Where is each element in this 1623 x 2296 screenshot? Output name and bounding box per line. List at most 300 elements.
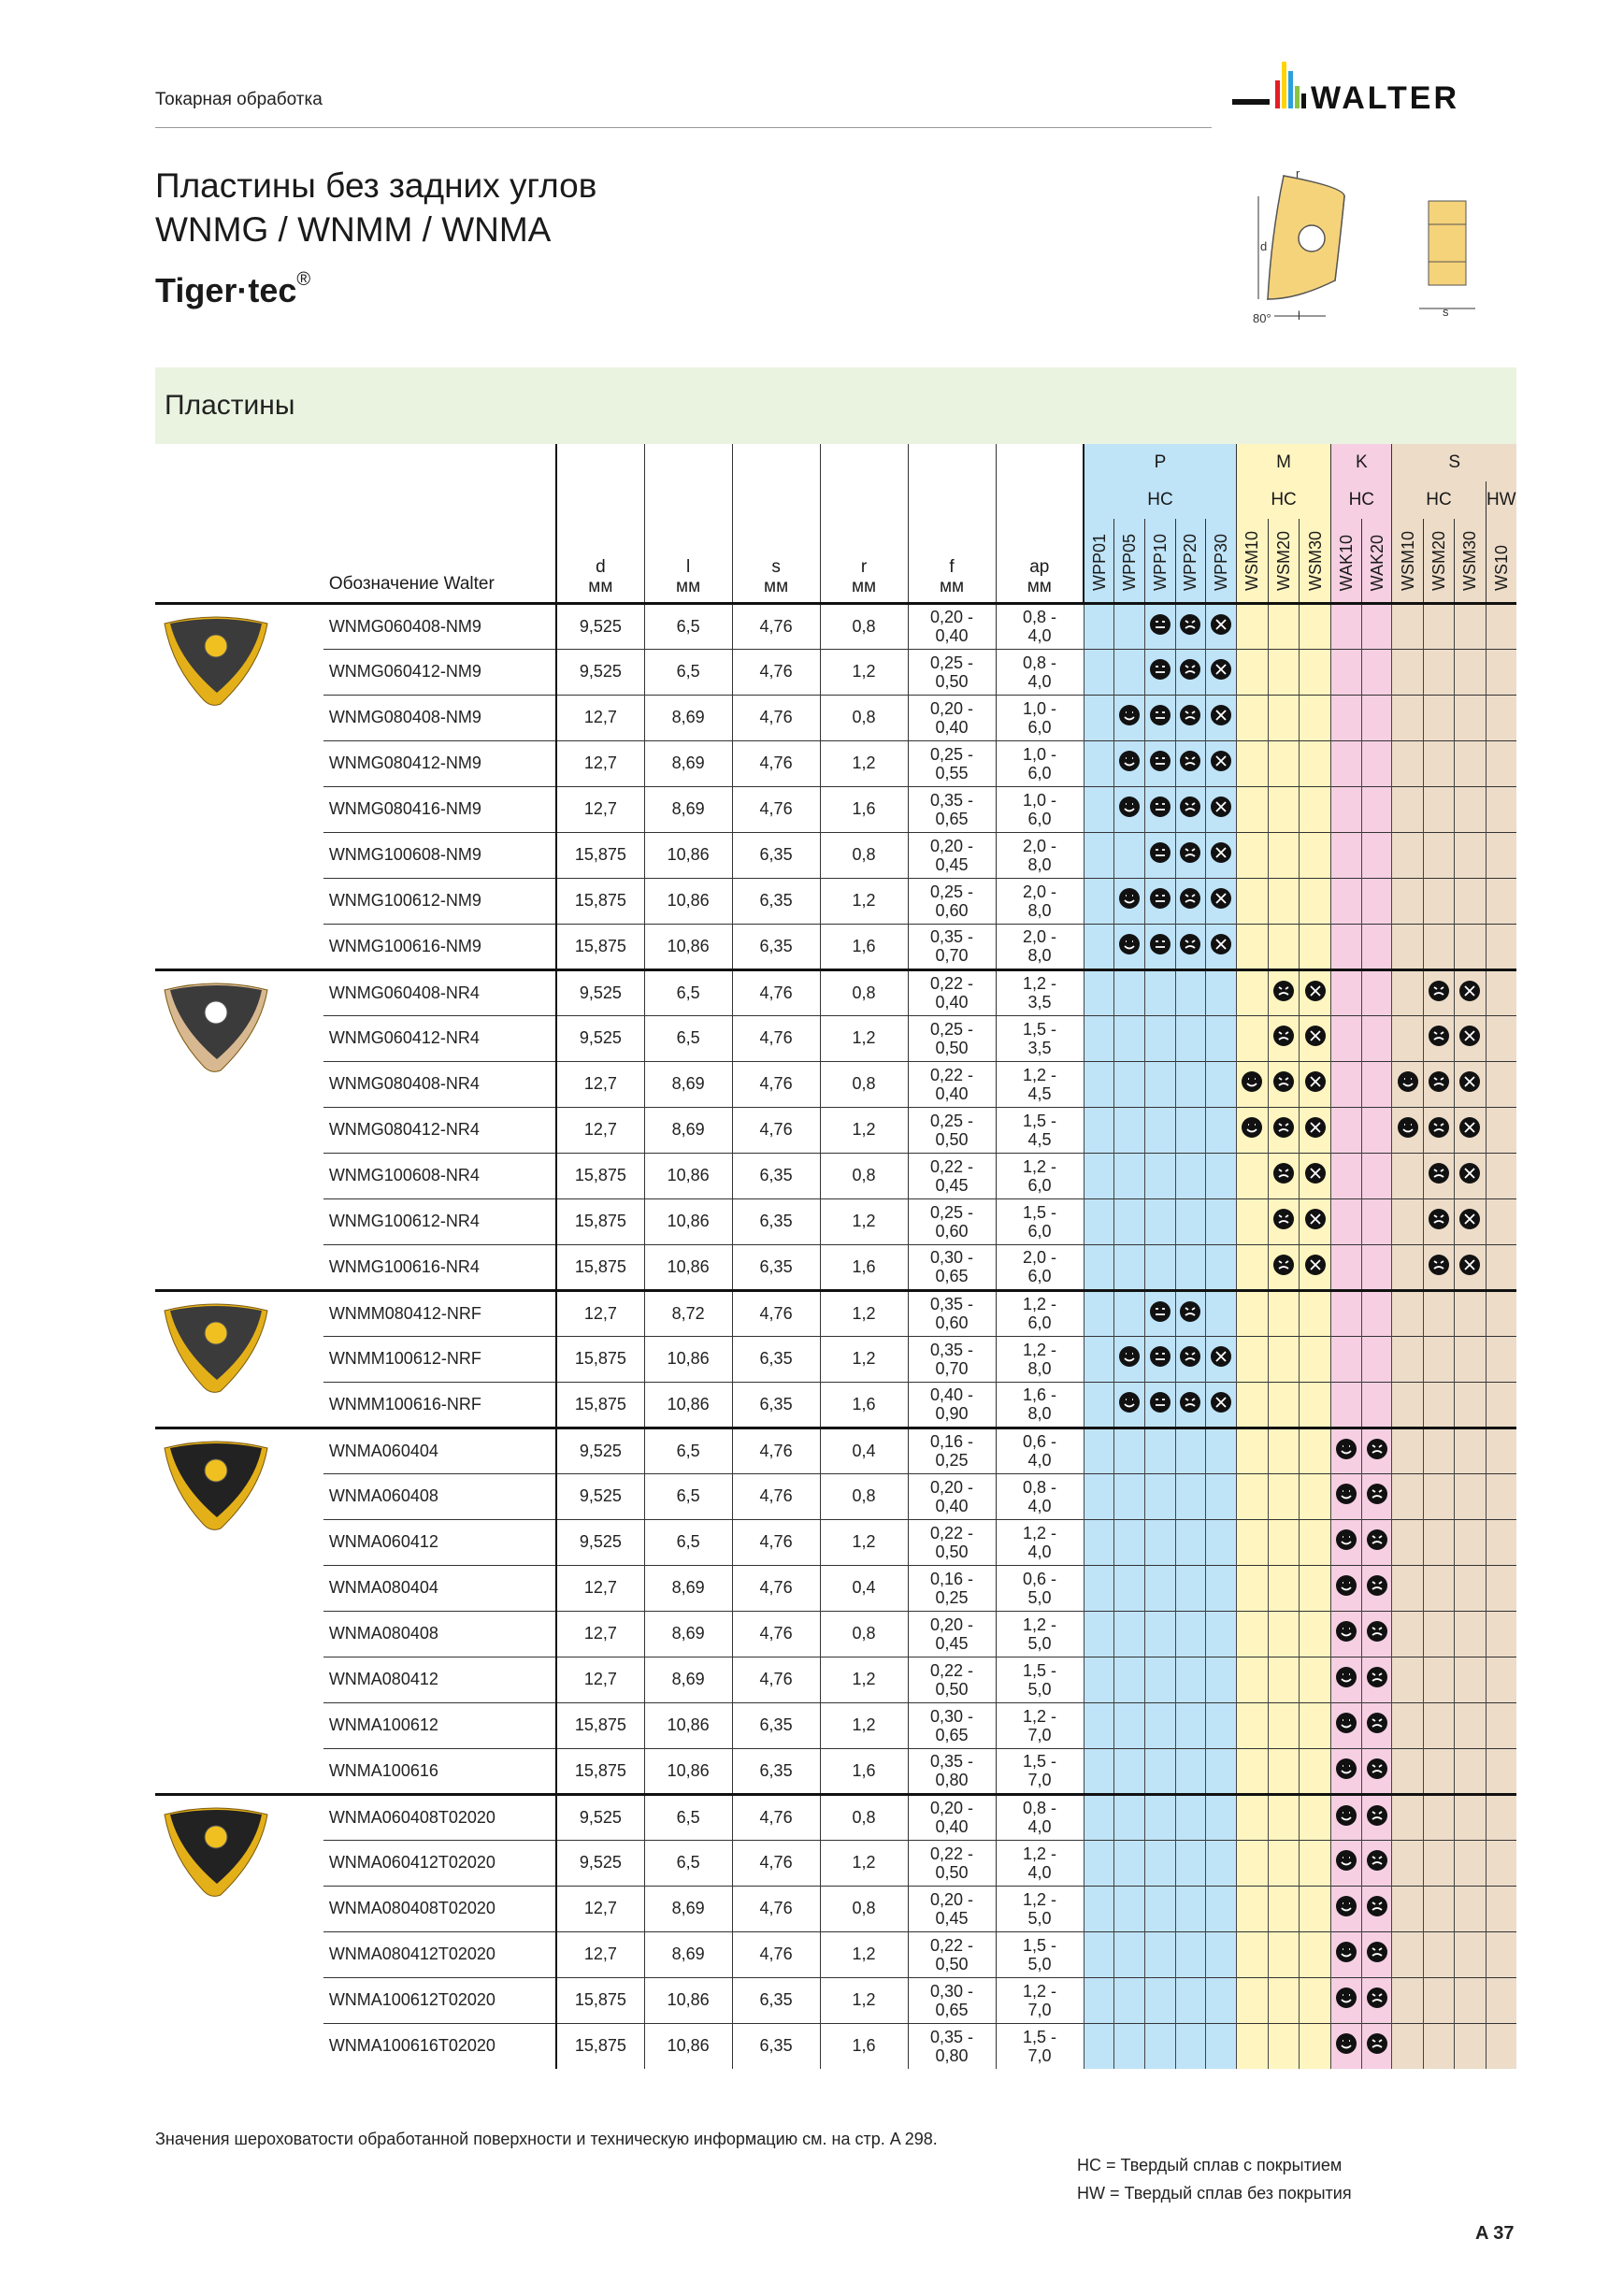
grade-cell bbox=[1144, 1473, 1175, 1519]
insert-photo-icon bbox=[155, 977, 277, 1080]
d-cell: 12,7 bbox=[556, 1061, 644, 1107]
grade-cell bbox=[1454, 1794, 1486, 1840]
grade-label: WSM10 bbox=[1242, 531, 1262, 592]
bad-condition-icon bbox=[1209, 795, 1233, 819]
grade-cell bbox=[1392, 1977, 1424, 2023]
grade-cell bbox=[1361, 695, 1392, 740]
grade-cell bbox=[1424, 1428, 1455, 1473]
grade-cell bbox=[1206, 695, 1237, 740]
grade-cell bbox=[1144, 1198, 1175, 1244]
ap-min: 1,5 - bbox=[1023, 2027, 1057, 2046]
grade-cell bbox=[1392, 878, 1424, 924]
group-s-sub2: HW bbox=[1486, 481, 1516, 519]
r-cell: 1,6 bbox=[820, 2023, 908, 2069]
grade-cell bbox=[1268, 1015, 1300, 1061]
normal-condition-icon bbox=[1148, 795, 1172, 819]
grade-cell bbox=[1175, 1931, 1206, 1977]
normal-condition-icon bbox=[1148, 1390, 1172, 1414]
ap-max: 7,0 bbox=[1027, 2000, 1052, 2019]
grade-cell bbox=[1361, 1702, 1392, 1748]
grade-cell bbox=[1114, 1977, 1145, 2023]
grade-cell bbox=[1454, 1931, 1486, 1977]
grade-header bbox=[1206, 519, 1237, 603]
r-cell: 1,6 bbox=[820, 924, 908, 969]
d-cell: 15,875 bbox=[556, 924, 644, 969]
designation-cell: WNMA080408 bbox=[323, 1611, 556, 1657]
f-cell bbox=[908, 1840, 996, 1886]
difficult-condition-icon bbox=[1427, 1253, 1451, 1277]
grade-cell bbox=[1175, 786, 1206, 832]
difficult-condition-icon bbox=[1271, 1161, 1296, 1185]
grade-header bbox=[1144, 519, 1175, 603]
good-condition-icon bbox=[1334, 1848, 1358, 1873]
difficult-condition-icon bbox=[1427, 1207, 1451, 1231]
f-cell bbox=[908, 1107, 996, 1153]
good-condition-icon bbox=[1117, 703, 1142, 727]
f-cell bbox=[908, 1702, 996, 1748]
grade-cell bbox=[1237, 786, 1269, 832]
bad-condition-icon bbox=[1458, 1207, 1482, 1231]
f-min: 0,22 - bbox=[930, 1935, 974, 1955]
grade-cell bbox=[1361, 1748, 1392, 1794]
grade-cell bbox=[1206, 1748, 1237, 1794]
grade-cell bbox=[1268, 1886, 1300, 1931]
grade-cell bbox=[1114, 1015, 1145, 1061]
grade-cell bbox=[1268, 1519, 1300, 1565]
s-cell: 4,76 bbox=[732, 786, 820, 832]
bad-condition-icon bbox=[1303, 979, 1328, 1003]
f-max: 0,65 bbox=[935, 1725, 969, 1744]
grade-cell bbox=[1237, 649, 1269, 695]
grade-cell bbox=[1084, 1886, 1114, 1931]
grade-cell bbox=[1114, 969, 1145, 1015]
ap-cell bbox=[996, 1336, 1084, 1382]
grade-cell bbox=[1486, 1428, 1516, 1473]
f-min: 0,35 - bbox=[930, 2027, 974, 2046]
col-l-header: l мм bbox=[644, 444, 732, 603]
grade-cell bbox=[1300, 969, 1331, 1015]
grade-cell bbox=[1486, 832, 1516, 878]
grade-cell bbox=[1424, 1931, 1455, 1977]
grade-cell bbox=[1300, 603, 1331, 649]
grade-cell bbox=[1424, 1702, 1455, 1748]
grade-cell bbox=[1392, 1061, 1424, 1107]
designation-cell: WNMM100616-NRF bbox=[323, 1382, 556, 1428]
insert-image bbox=[155, 969, 323, 1290]
grade-cell bbox=[1175, 1153, 1206, 1198]
ap-max: 5,0 bbox=[1027, 1679, 1052, 1699]
difficult-condition-icon bbox=[1178, 840, 1202, 865]
group-p-sub: HC bbox=[1084, 481, 1236, 519]
d-cell: 12,7 bbox=[556, 740, 644, 786]
grade-cell bbox=[1268, 1198, 1300, 1244]
grade-cell bbox=[1392, 1931, 1424, 1977]
grade-cell bbox=[1486, 1519, 1516, 1565]
l-cell: 10,86 bbox=[644, 1702, 732, 1748]
r-cell: 1,2 bbox=[820, 1657, 908, 1702]
r-cell: 1,6 bbox=[820, 1244, 908, 1290]
ap-cell bbox=[996, 878, 1084, 924]
table-row bbox=[155, 1702, 1516, 1748]
grade-cell bbox=[1175, 1702, 1206, 1748]
grade-cell bbox=[1206, 1290, 1237, 1336]
r-cell: 1,2 bbox=[820, 1336, 908, 1382]
d-cell: 9,525 bbox=[556, 1015, 644, 1061]
difficult-condition-icon bbox=[1178, 1344, 1202, 1369]
group-m-sub: HC bbox=[1237, 481, 1331, 519]
grade-cell bbox=[1206, 2023, 1237, 2069]
grade-cell bbox=[1144, 1153, 1175, 1198]
grade-cell bbox=[1361, 786, 1392, 832]
grade-cell bbox=[1144, 1107, 1175, 1153]
grade-cell bbox=[1454, 1565, 1486, 1611]
ap-min: 2,0 - bbox=[1023, 836, 1057, 855]
grade-cell bbox=[1331, 603, 1362, 649]
grade-cell bbox=[1424, 1153, 1455, 1198]
grade-cell bbox=[1486, 1107, 1516, 1153]
f-min: 0,20 - bbox=[930, 698, 974, 718]
grade-label: WAK10 bbox=[1336, 535, 1356, 592]
grade-cell bbox=[1237, 1977, 1269, 2023]
col-name-header: Обозначение Walter bbox=[328, 573, 495, 594]
normal-condition-icon bbox=[1148, 932, 1172, 956]
f-min: 0,35 - bbox=[930, 790, 974, 810]
ap-cell bbox=[996, 1611, 1084, 1657]
good-condition-icon bbox=[1334, 1528, 1358, 1552]
good-condition-icon bbox=[1334, 1894, 1358, 1918]
ap-min: 1,2 - bbox=[1023, 1614, 1057, 1634]
ap-max: 4,0 bbox=[1027, 671, 1052, 691]
f-cell bbox=[908, 740, 996, 786]
grade-cell bbox=[1361, 1428, 1392, 1473]
grade-cell bbox=[1300, 1519, 1331, 1565]
header-image-blank bbox=[155, 444, 323, 603]
table-row bbox=[155, 1794, 1516, 1840]
col-d-header: d мм bbox=[556, 444, 644, 603]
grade-cell bbox=[1175, 1657, 1206, 1702]
grade-label: WPP01 bbox=[1089, 534, 1109, 592]
d-cell: 15,875 bbox=[556, 832, 644, 878]
grade-cell bbox=[1084, 695, 1114, 740]
ap-min: 1,2 - bbox=[1023, 1523, 1057, 1543]
grade-cell bbox=[1206, 1015, 1237, 1061]
header-rule bbox=[155, 127, 1212, 128]
ap-min: 1,2 - bbox=[1023, 1706, 1057, 1726]
insert-image bbox=[155, 1290, 323, 1428]
good-condition-icon bbox=[1240, 1069, 1264, 1094]
designation-cell: WNMM080412-NRF bbox=[323, 1290, 556, 1336]
grade-cell bbox=[1361, 1290, 1392, 1336]
grade-cell bbox=[1268, 832, 1300, 878]
grade-cell bbox=[1361, 1382, 1392, 1428]
grade-cell bbox=[1268, 1657, 1300, 1702]
grade-cell bbox=[1331, 1519, 1362, 1565]
s-cell: 6,35 bbox=[732, 924, 820, 969]
grade-cell bbox=[1392, 1794, 1424, 1840]
inserts-table bbox=[155, 444, 1516, 2069]
grade-cell bbox=[1361, 924, 1392, 969]
grade-cell bbox=[1114, 1794, 1145, 1840]
grade-cell bbox=[1331, 1657, 1362, 1702]
grade-cell bbox=[1084, 1153, 1114, 1198]
grade-cell bbox=[1084, 1840, 1114, 1886]
designation-cell: WNMG100612-NR4 bbox=[323, 1198, 556, 1244]
grade-cell bbox=[1206, 1840, 1237, 1886]
grade-cell bbox=[1454, 1748, 1486, 1794]
d-cell: 12,7 bbox=[556, 1565, 644, 1611]
d-cell: 9,525 bbox=[556, 1840, 644, 1886]
table-row bbox=[155, 1565, 1516, 1611]
grade-cell bbox=[1300, 1198, 1331, 1244]
s-cell: 4,76 bbox=[732, 740, 820, 786]
grade-cell bbox=[1454, 603, 1486, 649]
s-cell: 4,76 bbox=[732, 1519, 820, 1565]
grade-cell bbox=[1268, 969, 1300, 1015]
grade-cell bbox=[1237, 695, 1269, 740]
r-cell: 1,2 bbox=[820, 1015, 908, 1061]
l-cell: 10,86 bbox=[644, 1748, 732, 1794]
grade-cell bbox=[1454, 1244, 1486, 1290]
r-cell: 0,8 bbox=[820, 1611, 908, 1657]
difficult-condition-icon bbox=[1365, 1986, 1389, 2010]
d-cell: 15,875 bbox=[556, 878, 644, 924]
col-s-header: s мм bbox=[732, 444, 820, 603]
grade-cell bbox=[1361, 649, 1392, 695]
grade-cell bbox=[1237, 1748, 1269, 1794]
group-k-sub: HC bbox=[1331, 481, 1392, 519]
grade-cell bbox=[1454, 1702, 1486, 1748]
grade-cell bbox=[1392, 1886, 1424, 1931]
grade-cell bbox=[1268, 786, 1300, 832]
grade-cell bbox=[1114, 603, 1145, 649]
good-condition-icon bbox=[1334, 1711, 1358, 1735]
f-min: 0,20 - bbox=[930, 1889, 974, 1909]
f-cell bbox=[908, 1748, 996, 1794]
grade-cell bbox=[1084, 1931, 1114, 1977]
f-cell bbox=[908, 695, 996, 740]
designation-cell: WNMA060404 bbox=[323, 1428, 556, 1473]
bad-condition-icon bbox=[1303, 1207, 1328, 1231]
f-cell bbox=[908, 1244, 996, 1290]
f-min: 0,25 - bbox=[930, 882, 974, 901]
difficult-condition-icon bbox=[1178, 1390, 1202, 1414]
grade-cell bbox=[1144, 1611, 1175, 1657]
ap-min: 1,0 - bbox=[1023, 698, 1057, 718]
grade-cell bbox=[1084, 1657, 1114, 1702]
walter-logo bbox=[1232, 58, 1513, 123]
grade-cell bbox=[1392, 1153, 1424, 1198]
grade-cell bbox=[1237, 1886, 1269, 1931]
grade-cell bbox=[1237, 740, 1269, 786]
designation-cell: WNMA060408T02020 bbox=[323, 1794, 556, 1840]
designation-cell: WNMG060408-NM9 bbox=[323, 603, 556, 649]
table-row bbox=[155, 786, 1516, 832]
l-cell: 8,69 bbox=[644, 1611, 732, 1657]
s-cell: 4,76 bbox=[732, 1931, 820, 1977]
grade-cell bbox=[1237, 1519, 1269, 1565]
designation-cell: WNMA080404 bbox=[323, 1565, 556, 1611]
ap-min: 1,0 - bbox=[1023, 790, 1057, 810]
grade-cell bbox=[1454, 649, 1486, 695]
f-cell bbox=[908, 1428, 996, 1473]
grade-cell bbox=[1114, 740, 1145, 786]
grade-cell bbox=[1331, 1886, 1362, 1931]
section-band bbox=[155, 367, 1516, 444]
grade-cell bbox=[1237, 1794, 1269, 1840]
grade-cell bbox=[1237, 969, 1269, 1015]
normal-condition-icon bbox=[1148, 703, 1172, 727]
grade-cell bbox=[1392, 1244, 1424, 1290]
table-row bbox=[155, 969, 1516, 1015]
grade-cell bbox=[1114, 1657, 1145, 1702]
grade-header bbox=[1300, 519, 1331, 603]
ap-max: 5,0 bbox=[1027, 1633, 1052, 1653]
f-max: 0,25 bbox=[935, 1451, 969, 1470]
difficult-condition-icon bbox=[1271, 1024, 1296, 1048]
grade-cell bbox=[1268, 1977, 1300, 2023]
grade-cell bbox=[1392, 1611, 1424, 1657]
grade-cell bbox=[1486, 1931, 1516, 1977]
designation-cell: WNMA080412T02020 bbox=[323, 1931, 556, 1977]
normal-condition-icon bbox=[1148, 886, 1172, 911]
grade-cell bbox=[1144, 1519, 1175, 1565]
grade-cell bbox=[1486, 1061, 1516, 1107]
good-condition-icon bbox=[1117, 1390, 1142, 1414]
f-min: 0,25 - bbox=[930, 744, 974, 764]
grade-cell bbox=[1392, 1107, 1424, 1153]
ap-cell bbox=[996, 969, 1084, 1015]
grade-header bbox=[1237, 519, 1269, 603]
grade-cell bbox=[1392, 1428, 1424, 1473]
grade-cell bbox=[1175, 924, 1206, 969]
ap-min: 1,2 - bbox=[1023, 1065, 1057, 1084]
f-max: 0,45 bbox=[935, 854, 969, 874]
designation-cell: WNMG080416-NM9 bbox=[323, 786, 556, 832]
difficult-condition-icon bbox=[1365, 1711, 1389, 1735]
l-cell: 8,69 bbox=[644, 1107, 732, 1153]
table-row bbox=[155, 1290, 1516, 1336]
f-max: 0,90 bbox=[935, 1404, 969, 1423]
grade-cell bbox=[1486, 1198, 1516, 1244]
l-cell: 10,86 bbox=[644, 1977, 732, 2023]
r-cell: 1,2 bbox=[820, 1290, 908, 1336]
grade-cell bbox=[1454, 1611, 1486, 1657]
grade-cell bbox=[1206, 1657, 1237, 1702]
s-cell: 4,76 bbox=[732, 1061, 820, 1107]
grade-cell bbox=[1331, 1473, 1362, 1519]
f-cell bbox=[908, 1336, 996, 1382]
grade-cell bbox=[1454, 1198, 1486, 1244]
ap-min: 0,8 - bbox=[1023, 1799, 1057, 1817]
r-cell: 0,8 bbox=[820, 603, 908, 649]
grade-cell bbox=[1175, 1382, 1206, 1428]
d-cell: 12,7 bbox=[556, 1290, 644, 1336]
ap-max: 4,0 bbox=[1027, 1451, 1052, 1470]
l-cell: 6,5 bbox=[644, 1519, 732, 1565]
f-min: 0,20 - bbox=[930, 1477, 974, 1497]
grade-cell bbox=[1144, 1061, 1175, 1107]
s-cell: 6,35 bbox=[732, 832, 820, 878]
bad-condition-icon bbox=[1303, 1161, 1328, 1185]
grade-cell bbox=[1175, 1015, 1206, 1061]
grade-cell bbox=[1268, 740, 1300, 786]
ap-min: 1,5 - bbox=[1023, 1752, 1057, 1771]
grade-cell bbox=[1175, 1244, 1206, 1290]
ap-min: 1,5 - bbox=[1023, 1660, 1057, 1680]
f-max: 0,70 bbox=[935, 1358, 969, 1378]
grade-cell bbox=[1175, 878, 1206, 924]
grade-cell bbox=[1300, 878, 1331, 924]
ap-max: 4,0 bbox=[1027, 1496, 1052, 1515]
ap-cell bbox=[996, 695, 1084, 740]
s-cell: 6,35 bbox=[732, 1748, 820, 1794]
s-cell: 4,76 bbox=[732, 969, 820, 1015]
grade-cell bbox=[1114, 878, 1145, 924]
grade-cell bbox=[1144, 1886, 1175, 1931]
grade-cell bbox=[1361, 1519, 1392, 1565]
f-cell bbox=[908, 1886, 996, 1931]
designation-cell: WNMG060412-NM9 bbox=[323, 649, 556, 695]
grade-cell bbox=[1392, 603, 1424, 649]
grade-cell bbox=[1206, 1107, 1237, 1153]
grade-cell bbox=[1424, 1382, 1455, 1428]
grade-cell bbox=[1268, 1794, 1300, 1840]
group-k: K bbox=[1331, 444, 1392, 481]
grade-cell bbox=[1300, 1794, 1331, 1840]
grade-header bbox=[1454, 519, 1486, 603]
grade-cell bbox=[1237, 1015, 1269, 1061]
ap-min: 0,8 - bbox=[1023, 653, 1057, 672]
f-min: 0,30 - bbox=[930, 1706, 974, 1726]
grade-cell bbox=[1361, 1061, 1392, 1107]
r-cell: 0,4 bbox=[820, 1428, 908, 1473]
grade-cell bbox=[1424, 1794, 1455, 1840]
grade-cell bbox=[1114, 1565, 1145, 1611]
grade-cell bbox=[1392, 1473, 1424, 1519]
f-min: 0,35 - bbox=[930, 927, 974, 946]
grade-cell bbox=[1237, 1198, 1269, 1244]
ap-max: 6,0 bbox=[1027, 1313, 1052, 1332]
f-cell bbox=[908, 1290, 996, 1336]
bad-condition-icon bbox=[1458, 1069, 1482, 1094]
ap-cell bbox=[996, 1565, 1084, 1611]
grade-cell bbox=[1331, 1198, 1362, 1244]
grade-cell bbox=[1144, 1382, 1175, 1428]
designation-cell: WNMG080412-NM9 bbox=[323, 740, 556, 786]
grade-cell bbox=[1424, 1519, 1455, 1565]
d-cell: 12,7 bbox=[556, 1886, 644, 1931]
grade-header bbox=[1424, 519, 1455, 603]
r-cell: 0,4 bbox=[820, 1565, 908, 1611]
grade-header bbox=[1175, 519, 1206, 603]
r-cell: 1,2 bbox=[820, 1519, 908, 1565]
f-min: 0,20 - bbox=[930, 608, 974, 626]
ap-max: 4,0 bbox=[1027, 1817, 1052, 1836]
f-min: 0,22 - bbox=[930, 1065, 974, 1084]
bad-condition-icon bbox=[1209, 657, 1233, 682]
grade-cell bbox=[1268, 1611, 1300, 1657]
grade-cell bbox=[1175, 603, 1206, 649]
difficult-condition-icon bbox=[1178, 749, 1202, 773]
grade-cell bbox=[1237, 1107, 1269, 1153]
difficult-condition-icon bbox=[1365, 2031, 1389, 2056]
grade-cell bbox=[1268, 1748, 1300, 1794]
f-min: 0,25 - bbox=[930, 653, 974, 672]
difficult-condition-icon bbox=[1427, 1115, 1451, 1140]
svg-text:d: d bbox=[1260, 239, 1268, 253]
svg-text:WALTER: WALTER bbox=[1311, 80, 1460, 116]
ap-cell bbox=[996, 786, 1084, 832]
